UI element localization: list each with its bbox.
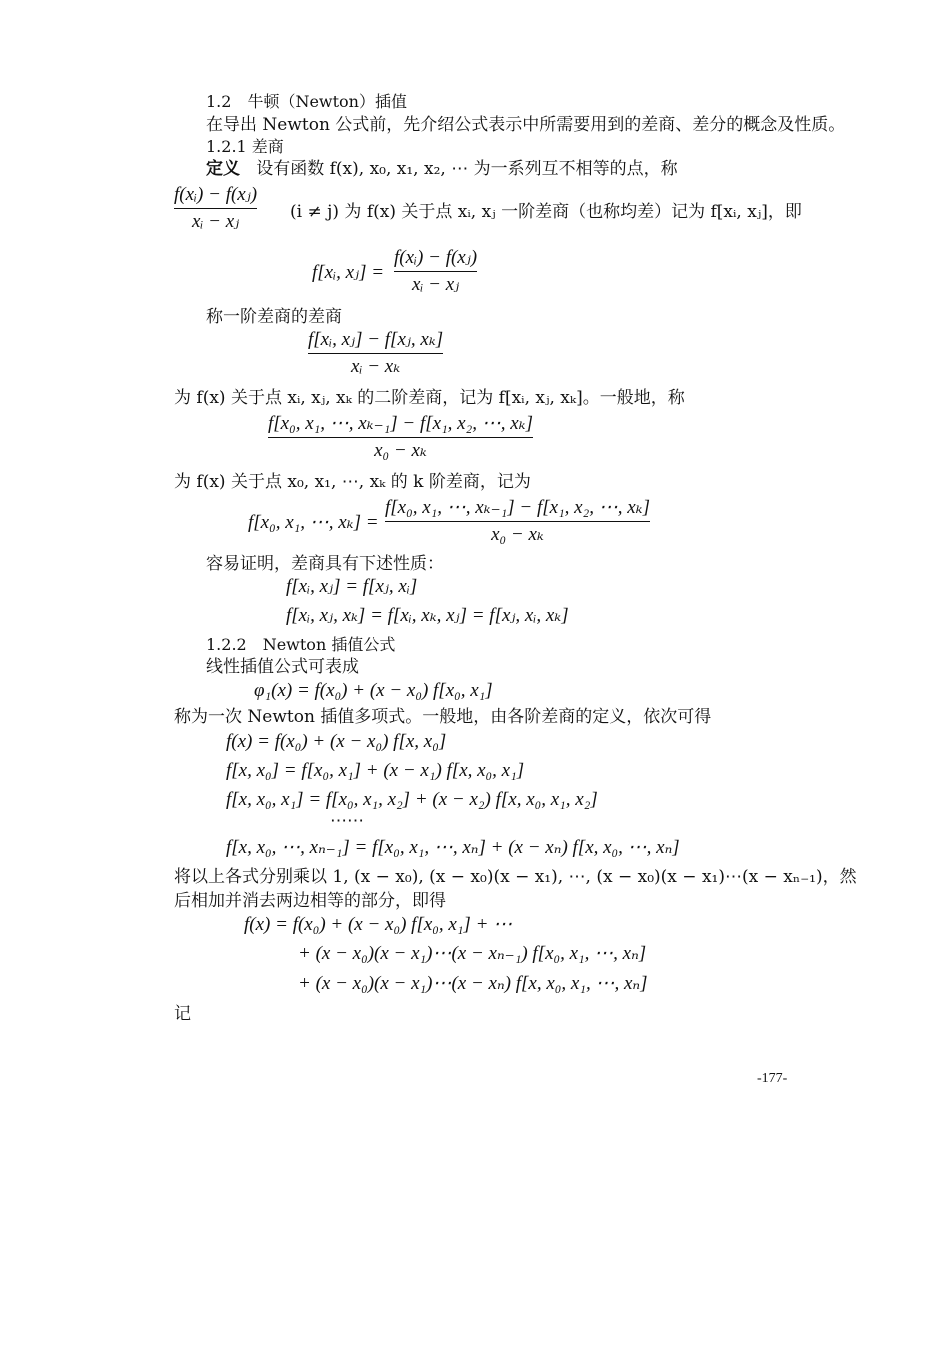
fraction-bar <box>308 353 443 354</box>
eq1-numerator: f(xᵢ) − f(xⱼ) <box>394 247 478 268</box>
final-line-2: + (x − x₀)(x − x₁)⋯(x − xₙ₋₁) f[x₀, x₁, ⋯, xₙ] <box>298 943 647 964</box>
first-diff-fraction <box>174 183 257 234</box>
eq4-denominator: x₀ − xₖ <box>491 524 544 545</box>
definition-label: 定义 <box>206 159 240 179</box>
properties-intro: 容易证明，差商具有下述性质： <box>206 554 444 574</box>
eq1-fraction <box>394 246 477 297</box>
newton-text: 称为一次 Newton 插值多项式。一般地，由各阶差商的定义，依次可得 <box>174 707 712 727</box>
fraction-bar <box>174 208 257 209</box>
fraction-bar <box>268 437 533 438</box>
ji-text: 记 <box>174 1004 191 1024</box>
final-line-3: + (x − x₀)(x − x₁)⋯(x − xₙ) f[x, x₀, x₁, ⋯, xₙ] <box>298 973 648 994</box>
newton-line-3: f[x, x₀, x₁] = f[x₀, x₁, x₂] + (x − x₂) f[x, x₀, x₁, x₂] <box>226 789 598 810</box>
eq2-numerator: f[xᵢ, xⱼ] − f[xⱼ, xₖ] <box>308 329 444 350</box>
eq1-lhs: f[xᵢ, xⱼ] = <box>312 262 385 283</box>
final-line-1: f(x) = f(x₀) + (x − x₀) f[x₀, x₁] + ⋯ <box>244 914 513 935</box>
eq2-fraction <box>308 328 443 379</box>
intro-text: 在导出 Newton 公式前，先介绍公式表示中所需要用到的差商、差分的概念及性质。 <box>206 115 846 135</box>
eq3-numerator: f[x₀, x₁, ⋯, xₖ₋₁] − f[x₁, x₂, ⋯, xₖ] <box>268 413 533 434</box>
second-diff-text: 为 f(x) 关于点 xᵢ, xⱼ, xₖ 的二阶差商，记为 f[xᵢ, xⱼ, xₖ]。一般地，称 <box>174 388 685 408</box>
linear-intro: 线性插值公式可表成 <box>206 657 359 677</box>
eq2-denominator: xᵢ − xₖ <box>351 356 401 377</box>
eq4-lhs: f[x₀, x₁, ⋯, xₖ] = <box>248 512 379 533</box>
first-diff-text: (i ≠ j) 为 f(x) 关于点 xᵢ, xⱼ 一阶差商（也称均差）记为 f[xᵢ, xⱼ]，即 <box>290 202 802 222</box>
ellipsis: ⋯⋯ <box>330 811 364 831</box>
eq3-fraction <box>268 412 533 463</box>
subsection-heading-2: 1.2.2 Newton 插值公式 <box>206 635 396 654</box>
fraction-bar <box>385 521 650 522</box>
multiply-text: 将以上各式分别乘以 1, (x − x₀), (x − x₀)(x − x₁), ⋯, (x − x₀)(x − x₁)⋯(x − xₙ₋₁)，然 <box>174 867 857 887</box>
fraction-bar <box>394 271 477 272</box>
definition-text: 设有函数 f(x), x₀, x₁, x₂, ⋯ 为一系列互不相等的点，称 <box>256 159 678 179</box>
section-heading: 1.2 牛顿（Newton）插值 <box>206 92 407 111</box>
newton-line-4: f[x, x₀, ⋯, xₙ₋₁] = f[x₀, x₁, ⋯, xₙ] + (x − xₙ) f[x, x₀, ⋯, xₙ] <box>226 837 680 858</box>
eq3-denominator: x₀ − xₖ <box>374 440 427 461</box>
multiply-text-2: 后相加并消去两边相等的部分，即得 <box>174 891 446 911</box>
second-diff-intro: 称一阶差商的差商 <box>206 307 342 327</box>
eq1-denominator: xᵢ − xⱼ <box>411 274 460 295</box>
property-2: f[xᵢ, xⱼ, xₖ] = f[xᵢ, xₖ, xⱼ] = f[xⱼ, xᵢ, xₖ] <box>286 605 569 626</box>
newton-line-1: f(x) = f(x₀) + (x − x₀) f[x, x₀] <box>226 731 447 752</box>
eq4-numerator: f[x₀, x₁, ⋯, xₖ₋₁] − f[x₁, x₂, ⋯, xₖ] <box>385 497 650 518</box>
page-number: -177- <box>757 1071 788 1086</box>
definition-line <box>206 158 678 180</box>
first-diff-numerator: f(xᵢ) − f(xⱼ) <box>174 184 258 205</box>
first-diff-denominator: xᵢ − xⱼ <box>191 211 240 232</box>
k-diff-text: 为 f(x) 关于点 x₀, x₁, ⋯, xₖ 的 k 阶差商，记为 <box>174 472 531 492</box>
phi1-equation: φ₁(x) = f(x₀) + (x − x₀) f[x₀, x₁] <box>254 680 493 701</box>
newton-line-2: f[x, x₀] = f[x₀, x₁] + (x − x₁) f[x, x₀, x₁] <box>226 760 525 781</box>
eq4-fraction <box>385 496 650 547</box>
property-1: f[xᵢ, xⱼ] = f[xⱼ, xᵢ] <box>286 576 418 597</box>
subsection-heading-1: 1.2.1 差商 <box>206 137 284 156</box>
